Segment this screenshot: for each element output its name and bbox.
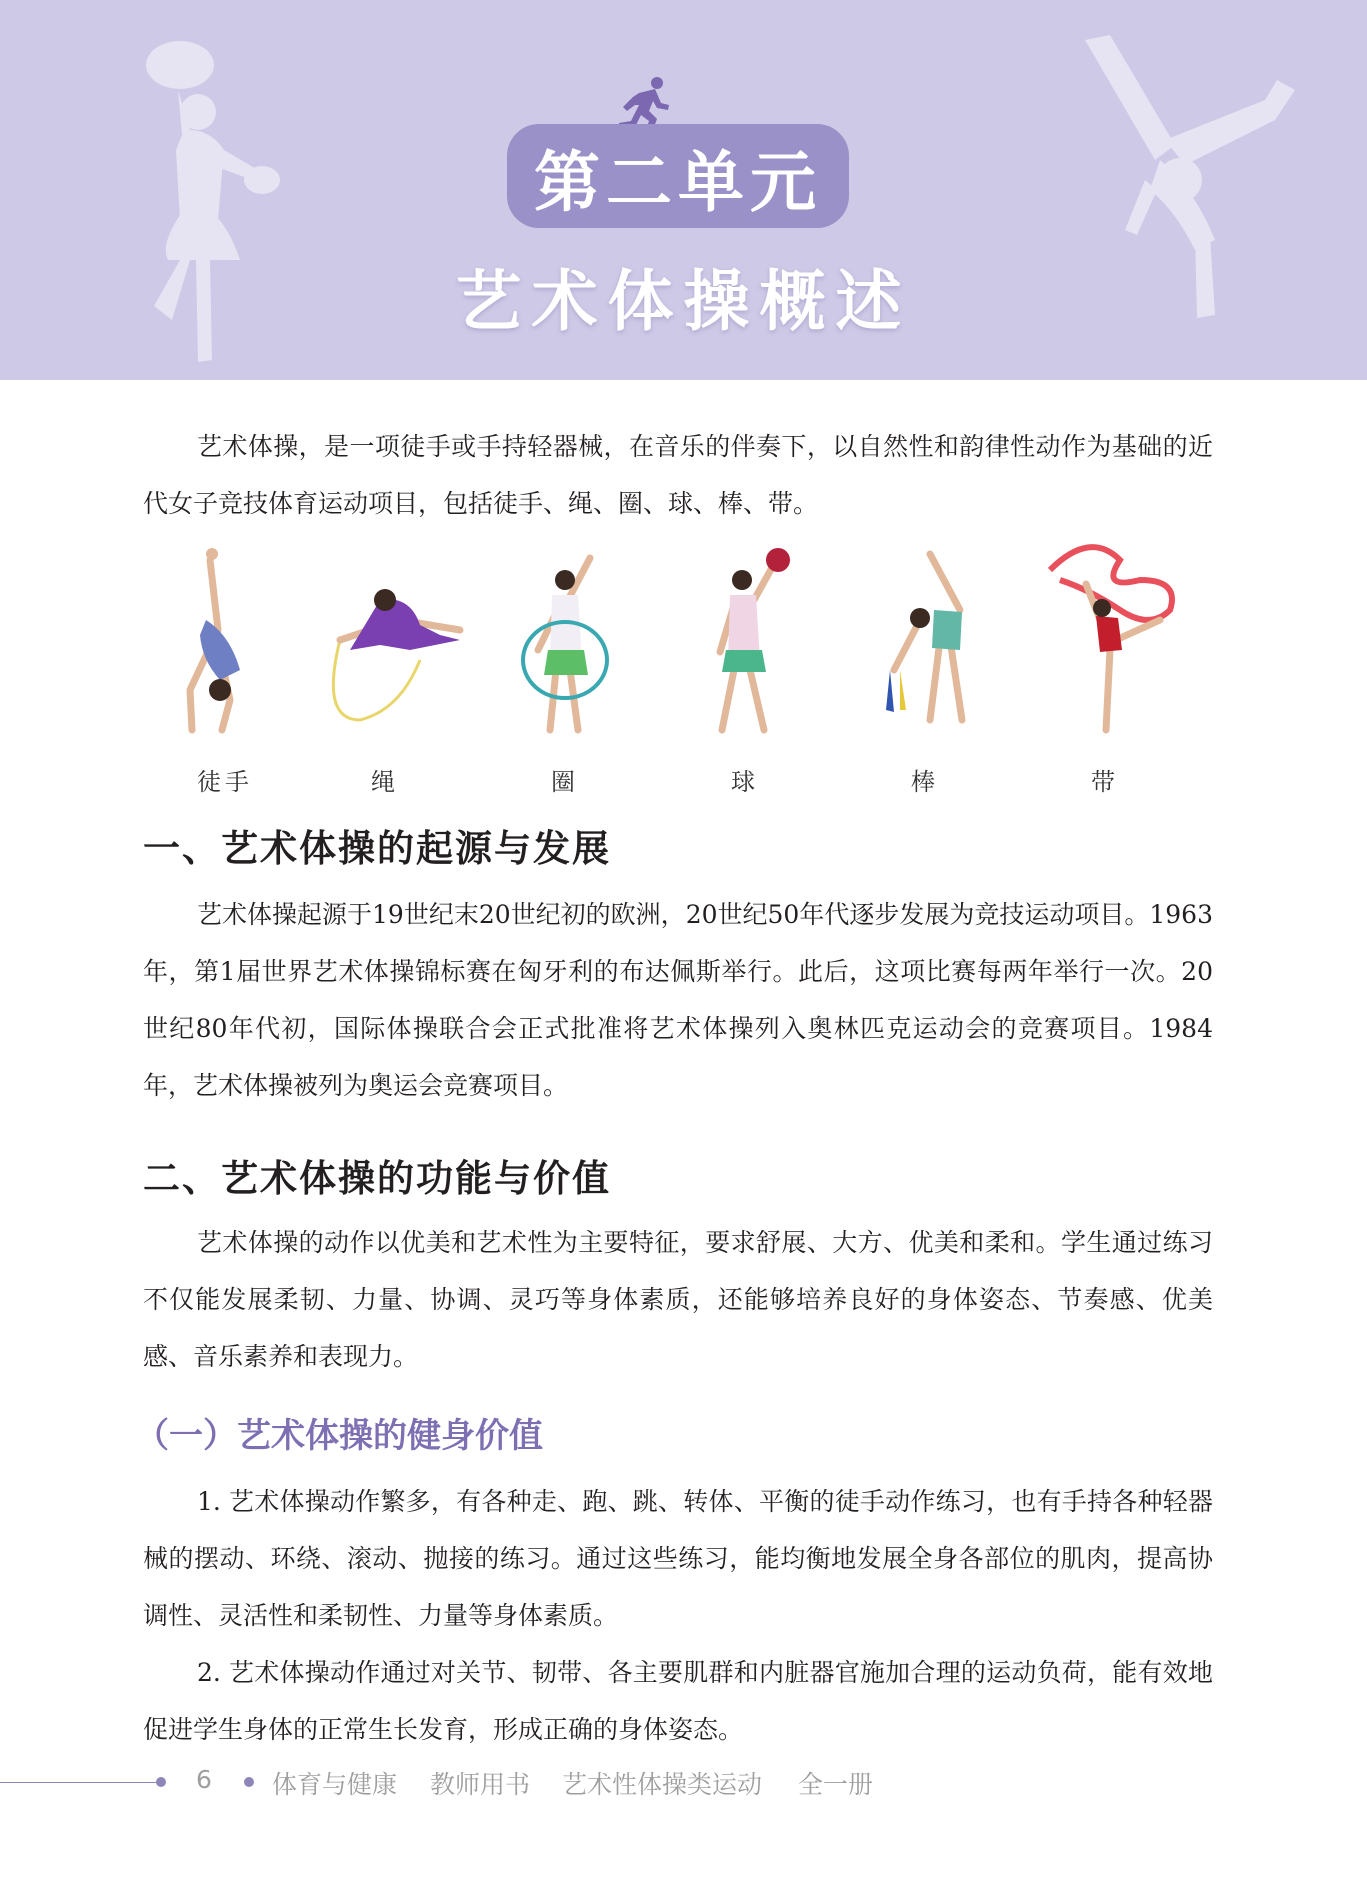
figure-caption: 徒手 <box>197 768 253 796</box>
intro-paragraph: 艺术体操，是一项徒手或手持轻器械，在音乐的伴奏下，以自然性和韵律性动作为基础的近代女子竞技体育运动项目，包括徒手、绳、圈、球、棒、带。 <box>143 432 1213 518</box>
footer-book: 体育与健康 <box>272 1770 398 1799</box>
fitness-item-1: 1. 艺术体操动作繁多，有各种走、跑、跳、转体、平衡的徒手动作练习，也有手持各种轻器械的摆动、环绕、滚动、抛接的练习。通过这些练习，能均衡地发展全身各部位的肌肉，提高协调性、灵活性和柔韧性、力量等身体素质。 <box>143 1487 1213 1630</box>
figure-caption: 绳 <box>371 768 399 796</box>
section-origin-body: 艺术体操起源于19世纪末20世纪初的欧洲，20世纪50年代逐步发展为竞技运动项目。1963年，第1届世界艺术体操锦标赛在匈牙利的布达佩斯举行。此后，这项比赛每两年举行一次。20世纪80年代初，国际体操联合会正式批准将艺术体操列入奥林匹克运动会的竞赛项目。1984年，艺术体操被列为奥运会竞赛项目。 <box>143 900 1213 1100</box>
section-heading-value: 二、艺术体操的功能与价值 <box>143 1156 611 1200</box>
page-title: 艺术体操概述 <box>455 263 912 340</box>
figure-caption: 棒 <box>911 768 939 796</box>
figure-clubs <box>850 540 1000 800</box>
footer-dot-icon <box>156 1777 166 1787</box>
figure-caption: 带 <box>1091 768 1119 796</box>
apparatus-figures <box>150 540 1210 800</box>
footer-rule <box>0 1782 158 1783</box>
footer-volume: 全一册 <box>798 1770 874 1799</box>
freehand-gymnast-icon <box>150 540 300 750</box>
unit-label: 第二单元 <box>507 124 849 228</box>
ribbon-gymnast-icon <box>1030 540 1200 750</box>
figure-caption: 球 <box>731 768 759 796</box>
footer-course: 艺术性体操类运动 <box>562 1770 763 1799</box>
rope-gymnast-icon <box>310 540 480 750</box>
footer-type: 教师用书 <box>430 1770 531 1799</box>
figure-hoop <box>490 540 640 800</box>
clubs-gymnast-icon <box>850 540 1000 750</box>
figure-rope <box>310 540 460 800</box>
section-heading-origin: 一、艺术体操的起源与发展 <box>143 826 611 870</box>
fitness-item-2: 2. 艺术体操动作通过对关节、韧带、各主要肌群和内脏器官施加合理的运动负荷，能有效地促进学生身体的正常生长发育，形成正确的身体姿态。 <box>143 1658 1213 1744</box>
section-value-body: 艺术体操的动作以优美和艺术性为主要特征，要求舒展、大方、优美和柔和。学生通过练习不仅能发展柔韧、力量、协调、灵巧等身体素质，还能够培养良好的身体姿态、节奏感、优美感、音乐素养和表现力。 <box>143 1228 1213 1371</box>
figure-caption: 圈 <box>551 768 579 796</box>
page-number: 6 <box>196 1765 212 1794</box>
figure-freehand <box>150 540 300 800</box>
unit-banner <box>0 0 1367 380</box>
page-footer <box>0 1762 1367 1802</box>
figure-ribbon <box>1030 540 1180 800</box>
hoop-gymnast-icon <box>490 540 640 750</box>
ball-gymnast-icon <box>670 540 820 750</box>
footer-dot-icon <box>244 1777 254 1787</box>
subsection-heading-fitness: （一）艺术体操的健身价值 <box>135 1416 543 1456</box>
figure-ball <box>670 540 820 800</box>
